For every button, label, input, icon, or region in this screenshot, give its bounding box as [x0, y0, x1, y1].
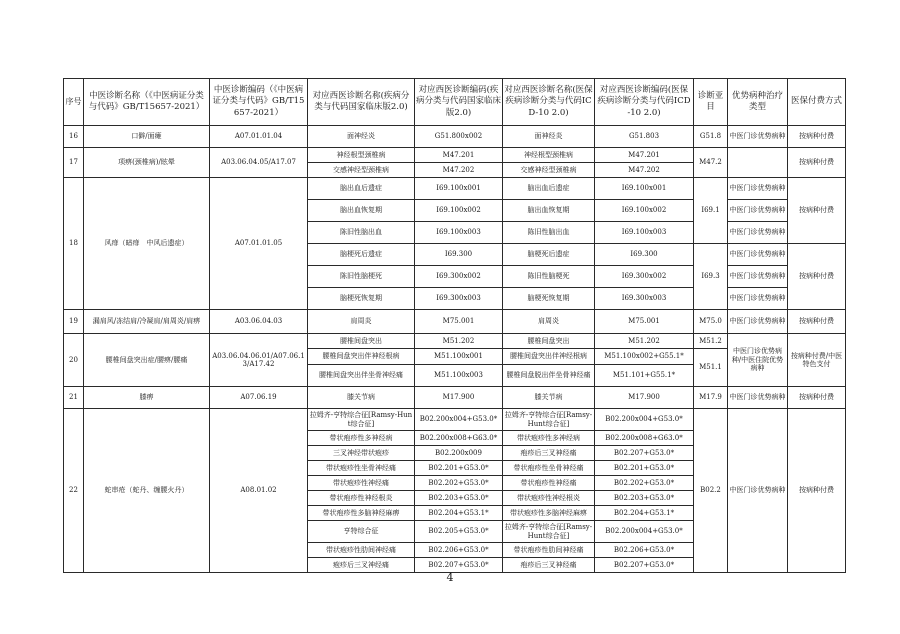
ins-name: 腰椎间盘突出伴神经根病: [503, 349, 595, 365]
ins-name: 脑出血恢复期: [503, 200, 595, 222]
header-tcm-code: 中医诊断编码（《中医病证分类与代码》GB/T15657-2021）: [210, 79, 308, 126]
ins-name: 带状疱疹性神经根炎: [503, 491, 595, 506]
wm-code: M51.100x003: [415, 365, 503, 387]
wm-code: I69.100x002: [415, 200, 503, 222]
wm-name: 陈旧性脑梗死: [308, 266, 415, 288]
wm-name: 脑出血后遗症: [308, 178, 415, 200]
payment: 按病种付费: [788, 409, 846, 573]
wm-name: 带状疱疹性坐骨神经痛: [308, 461, 415, 476]
ins-name: 拉姆齐-亨特综合征[Ramsy-Hunt综合征]: [503, 409, 595, 431]
ins-name: 陈旧性脑出血: [503, 222, 595, 244]
table-row: [64, 310, 846, 334]
wm-code: M51.100x001: [415, 349, 503, 365]
table-row: [64, 387, 846, 409]
ins-name: 脑梗死恢复期: [503, 288, 595, 310]
wm-code: M75.001: [415, 310, 503, 334]
treatment-type: 中医门诊优势病种: [728, 200, 788, 222]
wm-code: M51.202: [415, 334, 503, 349]
header-subcategory: 诊断亚目: [694, 79, 728, 126]
treatment-type: 中医门诊优势病种: [728, 266, 788, 288]
ins-name: 带状疱疹性肋间神经痛: [503, 543, 595, 558]
diagnosis-table: [63, 78, 846, 573]
ins-name: 脑梗死后遗症: [503, 244, 595, 266]
ins-name: 肩周炎: [503, 310, 595, 334]
subcategory: I69.1: [694, 178, 728, 244]
ins-name: 带状疱疹性多脑神经麻痹: [503, 506, 595, 521]
ins-name: 带状疱疹性神经痛: [503, 476, 595, 491]
row-seq: 20: [64, 334, 84, 387]
wm-name: 带状疱疹性肋间神经痛: [308, 543, 415, 558]
wm-name: 亨特综合征: [308, 521, 415, 543]
wm-code: M47.202: [415, 163, 503, 178]
subcategory: G51.8: [694, 126, 728, 148]
ins-code: M17.900: [595, 387, 694, 409]
row-seq: 21: [64, 387, 84, 409]
ins-code: I69.300: [595, 244, 694, 266]
tcm-name: 蛇串疮（蛇丹、缠腰火丹）: [84, 409, 210, 573]
payment: 按病种付费: [788, 244, 846, 310]
wm-name: 陈旧性脑出血: [308, 222, 415, 244]
wm-name: 神经根型颈椎病: [308, 148, 415, 163]
ins-name: 面神经炎: [503, 126, 595, 148]
subcategory: M51.1: [694, 349, 728, 387]
treatment-type: 中医门诊优势病种: [728, 387, 788, 409]
tcm-code: A03.06.04.05/A17.07: [210, 148, 308, 178]
ins-code: B02.207+G53.0*: [595, 446, 694, 461]
ins-code: I69.100x001: [595, 178, 694, 200]
payment: 按病种付费: [788, 310, 846, 334]
wm-name: 面神经炎: [308, 126, 415, 148]
page-number: 4: [446, 571, 454, 584]
treatment-type: 中医门诊优势病种: [728, 244, 788, 266]
table-row: [64, 126, 846, 148]
wm-code: B02.205+G53.0*: [415, 521, 503, 543]
header-treatment-type: 优势病种治疗类型: [728, 79, 788, 126]
header-tcm-name: 中医诊断名称（《中医病证分类与代码》GB/T15657-2021）: [84, 79, 210, 126]
wm-name: 拉姆齐-亨特综合征[Ramsy-Hunt综合征]: [308, 409, 415, 431]
payment: 按病种付费: [788, 126, 846, 148]
ins-code: I69.300x003: [595, 288, 694, 310]
ins-code: B02.202+G53.0*: [595, 476, 694, 491]
subcategory: M17.9: [694, 387, 728, 409]
ins-name: 疱疹后三叉神经痛: [503, 558, 595, 573]
row-seq: 22: [64, 409, 84, 573]
wm-name: 肩周炎: [308, 310, 415, 334]
payment: 按病种付费: [788, 387, 846, 409]
ins-name: 疱疹后三叉神经痛: [503, 446, 595, 461]
ins-code: I69.100x003: [595, 222, 694, 244]
ins-name: 膝关节病: [503, 387, 595, 409]
ins-name: 拉姆齐-亨特综合征[Ramsy-Hunt综合征]: [503, 521, 595, 543]
tcm-name: 漏肩风/冻结肩/冷凝肩/肩周炎/肩痹: [84, 310, 210, 334]
wm-code: B02.206+G53.0*: [415, 543, 503, 558]
wm-name: 交感神经型颈椎病: [308, 163, 415, 178]
treatment-type: [728, 148, 788, 178]
wm-name: 带状疱疹性多神经病: [308, 431, 415, 446]
table-row: [64, 334, 846, 349]
ins-name: 神经根型颈椎病: [503, 148, 595, 163]
wm-code: I69.300x003: [415, 288, 503, 310]
wm-code: I69.100x003: [415, 222, 503, 244]
header-wm-code-national: 对应西医诊断编码(疾病分类与代码国家临床版2.0): [415, 79, 503, 126]
tcm-code: A03.06.04.06.01/A07.06.13/A17.42: [210, 334, 308, 387]
wm-code: B02.203+G53.0*: [415, 491, 503, 506]
treatment-type: 中医门诊优势病种: [728, 310, 788, 334]
wm-code: B02.200x008+G63.0*: [415, 431, 503, 446]
wm-code: I69.300x002: [415, 266, 503, 288]
header-wm-name-insurance: 对应西医诊断名称(医保疾病诊断分类与代码ICD-10 2.0): [503, 79, 595, 126]
ins-name: 交感神经型颈椎病: [503, 163, 595, 178]
ins-name: 带状疱疹性坐骨神经痛: [503, 461, 595, 476]
wm-name: 脑出血恢复期: [308, 200, 415, 222]
treatment-type: 中医门诊优势病种: [728, 288, 788, 310]
header-row: [64, 79, 846, 126]
row-seq: 16: [64, 126, 84, 148]
ins-name: 腰椎间盘脱出伴坐骨神经痛: [503, 365, 595, 387]
tcm-name: 口僻/面瘫: [84, 126, 210, 148]
wm-code: B02.202+G53.0*: [415, 476, 503, 491]
ins-code: I69.100x002: [595, 200, 694, 222]
treatment-type: 中医门诊优势病种: [728, 178, 788, 200]
tcm-code: A07.01.01.04: [210, 126, 308, 148]
subcategory: M47.2: [694, 148, 728, 178]
wm-code: B02.200x009: [415, 446, 503, 461]
wm-name: 腰椎间盘突出伴坐骨神经痛: [308, 365, 415, 387]
wm-name: 疱疹后三叉神经痛: [308, 558, 415, 573]
tcm-name: 项痹(颈椎病)/眩晕: [84, 148, 210, 178]
ins-code: B02.200x004+G53.0*: [595, 521, 694, 543]
wm-code: B02.207+G53.0*: [415, 558, 503, 573]
treatment-type: 中医门诊优势病种: [728, 409, 788, 573]
table-row: [64, 148, 846, 163]
table-row: [64, 178, 846, 200]
header-wm-name-national: 对应西医诊断名称(疾病分类与代码国家临床版2.0): [308, 79, 415, 126]
table-row: [64, 409, 846, 431]
ins-code: M51.202: [595, 334, 694, 349]
tcm-code: A07.01.01.05: [210, 178, 308, 310]
wm-code: I69.100x001: [415, 178, 503, 200]
ins-code: B02.200x004+G53.0*: [595, 409, 694, 431]
payment: 按病种付费: [788, 148, 846, 178]
row-seq: 19: [64, 310, 84, 334]
tcm-name: 膝痹: [84, 387, 210, 409]
ins-code: M47.202: [595, 163, 694, 178]
subcategory: M51.2: [694, 334, 728, 349]
wm-name: 带状疱疹性多脑神经麻痹: [308, 506, 415, 521]
ins-code: B02.203+G53.0*: [595, 491, 694, 506]
treatment-type: 中医门诊优势病种: [728, 222, 788, 244]
ins-name: 陈旧性脑梗死: [503, 266, 595, 288]
subcategory: B02.2: [694, 409, 728, 573]
ins-code: I69.300x002: [595, 266, 694, 288]
header-wm-code-insurance: 对应西医诊断编码(医保疾病诊断分类与代码ICD-10 2.0): [595, 79, 694, 126]
header-payment: 医保付费方式: [788, 79, 846, 126]
tcm-code: A08.01.02: [210, 409, 308, 573]
ins-code: M47.201: [595, 148, 694, 163]
wm-name: 腰椎间盘突出: [308, 334, 415, 349]
wm-code: B02.200x004+G53.0*: [415, 409, 503, 431]
tcm-name: 风痱（暗痱 中风后遗症）: [84, 178, 210, 310]
wm-name: 腰椎间盘突出伴神经根病: [308, 349, 415, 365]
ins-code: G51.803: [595, 126, 694, 148]
tcm-name: 腰椎间盘突出症/腰痹/腰痛: [84, 334, 210, 387]
wm-name: 膝关节病: [308, 387, 415, 409]
treatment-type: 中医门诊优势病种: [728, 126, 788, 148]
wm-code: M47.201: [415, 148, 503, 163]
wm-code: I69.300: [415, 244, 503, 266]
ins-name: 腰椎间盘突出: [503, 334, 595, 349]
ins-code: M51.101+G55.1*: [595, 365, 694, 387]
header-seq: 序号: [64, 79, 84, 126]
wm-code: G51.800x002: [415, 126, 503, 148]
wm-name: 脑梗死恢复期: [308, 288, 415, 310]
subcategory: M75.0: [694, 310, 728, 334]
ins-name: 带状疱疹性多神经病: [503, 431, 595, 446]
payment: 按病种付费/中医特色支付: [788, 334, 846, 387]
ins-code: B02.200x008+G63.0*: [595, 431, 694, 446]
wm-code: M17.900: [415, 387, 503, 409]
treatment-type: 中医门诊优势病种/中医住院优势病种: [728, 334, 788, 387]
wm-code: B02.201+G53.0*: [415, 461, 503, 476]
ins-code: B02.207+G53.0*: [595, 558, 694, 573]
ins-name: 脑出血后遗症: [503, 178, 595, 200]
tcm-code: A03.06.04.03: [210, 310, 308, 334]
row-seq: 18: [64, 178, 84, 310]
ins-code: B02.206+G53.0*: [595, 543, 694, 558]
tcm-code: A07.06.19: [210, 387, 308, 409]
ins-code: B02.201+G53.0*: [595, 461, 694, 476]
ins-code: M51.100x002+G55.1*: [595, 349, 694, 365]
wm-name: 脑梗死后遗症: [308, 244, 415, 266]
wm-name: 三叉神经带状疱疹: [308, 446, 415, 461]
ins-code: M75.001: [595, 310, 694, 334]
wm-code: B02.204+G53.1*: [415, 506, 503, 521]
row-seq: 17: [64, 148, 84, 178]
subcategory: I69.3: [694, 244, 728, 310]
payment: 按病种付费: [788, 178, 846, 244]
wm-name: 带状疱疹性神经痛: [308, 476, 415, 491]
wm-name: 带状疱疹性神经根炎: [308, 491, 415, 506]
ins-code: B02.204+G53.1*: [595, 506, 694, 521]
